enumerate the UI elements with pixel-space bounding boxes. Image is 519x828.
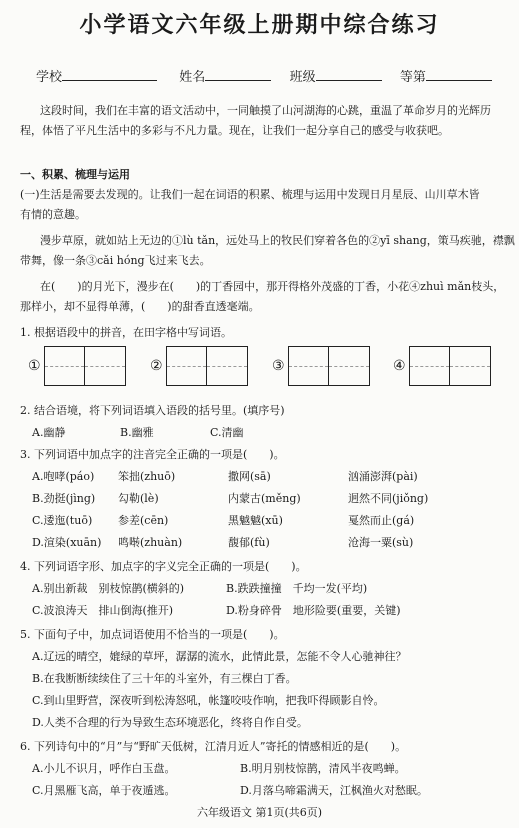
q3-c-2: 参差(cēn) — [118, 514, 169, 527]
sub-intro-line-1: (一)生活是需要去发现的。让我们一起在词语的积累、梳理与运用中发现日月星辰、山川草木皆 — [20, 188, 480, 201]
q3-a-1[interactable]: A.咆哮(páo) — [32, 470, 95, 483]
q6-option-b[interactable]: B.明月别枝惊鹊，清风半夜鸣蝉。 — [240, 762, 406, 775]
tianzige-4 — [393, 346, 491, 386]
grid-label-3: ③ — [272, 358, 285, 374]
name-field[interactable] — [205, 68, 271, 81]
class-label: 班级 — [289, 70, 316, 85]
school-label: 学校 — [36, 70, 63, 85]
q3-b-3: 内蒙古(měng) — [228, 492, 301, 505]
question-2: 2. 结合语境，将下列词语填入语段的括号里。(填序号) — [20, 404, 285, 417]
q4-option-d[interactable]: D.粉身碎骨 地形险要(重要，关键) — [226, 604, 401, 617]
grid-cell[interactable] — [85, 347, 125, 385]
q6-option-a[interactable]: A.小儿不识月，呼作白玉盘。 — [32, 762, 176, 775]
grid-cell[interactable] — [450, 347, 490, 385]
q2-option-c[interactable]: C.清幽 — [210, 426, 244, 439]
page-title: 小学语文六年级上册期中综合练习 — [79, 13, 440, 38]
passage-line-1: 漫步草原，就如站上无边的①lù tǎn，远处马上的牧民们穿着各色的②yī shang，策马疾驰，襟飘 — [40, 234, 515, 247]
grid-label-2: ② — [150, 358, 163, 374]
q3-a-4: 汹涌澎湃(pài) — [348, 470, 418, 483]
passage-line-4: 那样小，却不显得单薄，( )的甜香直透毫端。 — [20, 300, 260, 313]
rank-field[interactable] — [426, 68, 492, 81]
q3-c-3: 黑魆魆(xū) — [228, 514, 283, 527]
q6-option-c[interactable]: C.月黑雁飞高，单于夜遁逃。 — [32, 784, 176, 797]
tianzige-1 — [28, 346, 126, 386]
q3-c-4: 戛然而止(gá) — [348, 514, 415, 527]
q3-d-2: 鸣啭(zhuàn) — [118, 536, 183, 549]
question-4: 4. 下列词语字形、加点字的字义完全正确的一项是( )。 — [20, 560, 307, 573]
section-heading: 一、积累、梳理与运用 — [20, 168, 130, 181]
tianzige-2 — [150, 346, 248, 386]
class-field[interactable] — [316, 68, 382, 81]
intro-line-1: 这段时间，我们在丰富的语文活动中，一同触摸了山河湖海的心跳，重温了革命岁月的光辉历 — [40, 104, 491, 117]
q3-c-1[interactable]: C.逶迤(tuō) — [32, 514, 93, 527]
q6-option-d[interactable]: D.月落乌啼霜满天，江枫渔火对愁眠。 — [240, 784, 428, 797]
grid-cell[interactable] — [207, 347, 247, 385]
q5-option-c[interactable]: C.到山里野营，深夜听到松涛怒吼，帐篷咬吱作响，把我吓得顾影自怜。 — [32, 694, 385, 707]
passage-line-2: 带舞，像一条③cǎi hóng飞过来飞去。 — [20, 254, 211, 267]
q3-d-3: 馥郁(fù) — [228, 536, 270, 549]
tianzige-3 — [272, 346, 370, 386]
q3-d-1[interactable]: D.渲染(xuān) — [32, 536, 102, 549]
page-footer: 六年级语文 第1页(共6页) — [196, 806, 323, 819]
grid-cell[interactable] — [329, 347, 369, 385]
name-label: 姓名 — [179, 70, 206, 85]
q4-option-b[interactable]: B.跌跌撞撞 千均一发(平均) — [226, 582, 368, 595]
question-1: 1. 根据语段中的拼音，在田字格中写词语。 — [20, 326, 232, 339]
q4-option-c[interactable]: C.波浪涛天 排山倒海(推开) — [32, 604, 174, 617]
q3-b-1[interactable]: B.劲挺(jìng) — [32, 492, 96, 505]
q3-d-4: 沧海一粟(sù) — [348, 536, 414, 549]
q5-option-d[interactable]: D.人类不合理的行为导致生态环境恶化，终将自作自受。 — [32, 716, 308, 729]
grid-cell[interactable] — [289, 347, 330, 385]
q3-a-2: 笨拙(zhuō) — [118, 470, 176, 483]
question-3: 3. 下列词语中加点字的注音完全正确的一项是( )。 — [20, 448, 285, 461]
school-field[interactable] — [62, 68, 157, 81]
grid-label-1: ① — [28, 358, 41, 374]
q5-option-b[interactable]: B.在我断断续续住了三十年的斗室外，有三棵白丁香。 — [32, 672, 297, 685]
grid-cell[interactable] — [410, 347, 451, 385]
q3-a-3: 撒网(sā) — [228, 470, 271, 483]
q3-b-2: 勾勒(lè) — [118, 492, 159, 505]
intro-line-2: 程，体悟了平凡生活中的多彩与不凡力量。现在，让我们一起分享自己的感受与收获吧。 — [20, 124, 449, 137]
passage-line-3: 在( )的月光下，漫步在( )的丁香园中，那开得格外茂盛的丁香，小花④zhuì mǎn枝头， — [40, 280, 505, 293]
q4-option-a[interactable]: A.别出新裁 别枝惊鹊(横斜的) — [32, 582, 185, 595]
q2-option-a[interactable]: A.幽静 — [32, 426, 66, 439]
grid-cell[interactable] — [45, 347, 86, 385]
sub-intro-line-2: 有情的意趣。 — [20, 208, 86, 221]
q3-b-4: 迥然不同(jiǒng) — [348, 492, 429, 505]
student-info — [36, 66, 496, 85]
question-5: 5. 下面句子中，加点词语使用不恰当的一项是( )。 — [20, 628, 285, 641]
rank-label: 等第 — [399, 70, 426, 85]
q2-option-b[interactable]: B.幽雅 — [120, 426, 154, 439]
grid-label-4: ④ — [393, 358, 406, 374]
question-6: 6. 下列诗句中的“月”与“野旷天低树，江清月近人”寄托的情感相近的是( )。 — [20, 740, 407, 753]
q5-option-a[interactable]: A.辽远的晴空，媲绿的草坪，潺潺的流水，此情此景，怎能不令人心驰神往？ — [32, 650, 407, 663]
grid-cell[interactable] — [167, 347, 208, 385]
